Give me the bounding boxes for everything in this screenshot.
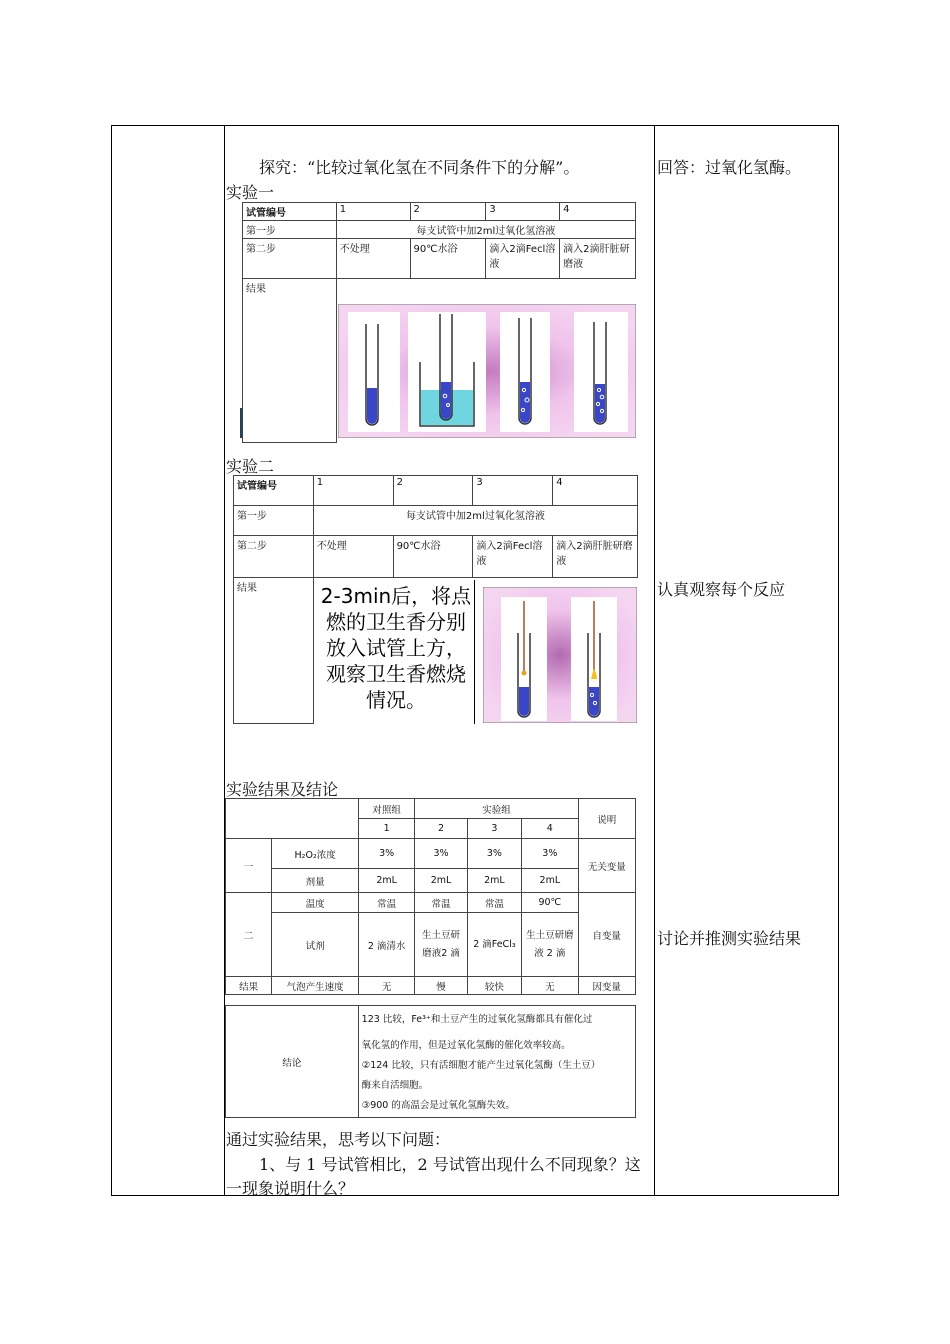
observe-text: 认真观察每个反应 [657,580,786,599]
reagent-2: 生土豆研磨液2 滴 [415,913,467,977]
group-one: 一 [226,839,272,893]
exp2-divider [474,580,475,724]
frame-right [838,125,839,1196]
exp1-tube-4: 4 [560,203,636,221]
exp2-step2-1: 不处理 [313,536,393,578]
results-table [225,798,636,995]
conclusion-line-5: ③900 的高温会是过氧化氢酶失效。 [361,1100,515,1111]
exp2-tube-3: 3 [473,476,553,506]
exp1-title: 实验一 [226,183,275,202]
amount-label: 剂量 [272,869,359,893]
amount-1: 2mL [358,869,414,893]
conc-label: H₂O₂浓度 [272,839,359,869]
exp2-step1-text: 每支试管中加2ml过氧化氢溶液 [313,506,637,536]
speed-4: 无 [522,977,578,995]
dependent-var: 因变量 [578,977,635,995]
frame-col2 [654,125,655,1196]
temp-3: 常温 [467,893,521,913]
speed-1: 无 [358,977,414,995]
exp2-title: 实验二 [226,457,275,476]
conclusion-line-2: 氧化氢的作用，但是过氧化氢酶的催化效率较高。 [361,1040,571,1051]
intro-text: 探究：“比较过氧化氢在不同条件下的分解”。 [259,158,580,177]
temp-1: 常温 [358,893,414,913]
conc-1: 3% [358,839,414,869]
frame-left [111,125,112,1196]
amount-4: 2mL [522,869,578,893]
reagent-label: 试剂 [272,913,359,977]
exp1-step1-text: 每支试管中加2ml过氧化氢溶液 [336,221,635,239]
speed-3: 较快 [467,977,521,995]
exp2-step2-4: 滴入2滴肝脏研磨液 [553,536,638,578]
temp-label: 温度 [272,893,359,913]
amount-3: 2mL [467,869,521,893]
exp1-step2-4: 滴入2滴肝脏研磨液 [560,239,636,279]
conc-4: 3% [522,839,578,869]
results-title: 实验结果及结论 [226,780,339,799]
exp1-step2-3: 滴入2滴Fecl溶液 [486,239,560,279]
reagent-3: 2 滴FeCl₃ [467,913,521,977]
exp1-step2-1: 不处理 [336,239,410,279]
conc-2: 3% [415,839,467,869]
frame-bottom [111,1195,839,1196]
conclusion-line-4: 酶来自活细胞。 [361,1080,429,1091]
speed-label: 气泡产生速度 [272,977,359,995]
amount-2: 2mL [415,869,467,893]
answer-text: 回答：过氧化氢酶。 [657,158,802,177]
exp2-tube-2: 2 [393,476,473,506]
exp2-tube-4: 4 [553,476,638,506]
control-group-h: 对照组 [358,799,414,819]
exp1-step2-label: 第二步 [243,239,337,279]
res-tube-1: 1 [358,819,414,839]
frame-top [111,125,839,126]
exp2-instruction: 2-3min后，将点燃的卫生香分别放入试管上方，观察卫生香燃烧情况。 [320,584,472,712]
exp1-h-label: 试管编号 [243,203,337,221]
exp2-tube-1: 1 [313,476,393,506]
res-tube-4: 4 [522,819,578,839]
independent-var: 自变量 [578,893,635,977]
exp1-step1-label: 第一步 [243,221,337,239]
reagent-1: 2 滴清水 [358,913,414,977]
exp2-step2-2: 90℃水浴 [393,536,473,578]
speed-2: 慢 [415,977,467,995]
exp2-step1-label: 第一步 [234,506,314,536]
think-q1b: 一现象说明什么？ [226,1179,355,1198]
conclusion-line-1: 123 比较，Fe³⁺和土豆产生的过氧化氢酶都具有催化过 [361,1014,593,1025]
group-two: 二 [226,893,272,977]
think-q1a: 1、与 1 号试管相比，2 号试管出现什么不同现象？这 [259,1155,641,1174]
think-title: 通过实验结果，思考以下问题： [226,1130,451,1149]
exp1-tubes-image [338,304,636,438]
exp1-tube-1: 1 [336,203,410,221]
exp2-step2-3: 滴入2滴Fecl溶液 [473,536,553,578]
exp1-tube-2: 2 [410,203,486,221]
result-label: 结果 [226,977,272,995]
exp1-step2-2: 90℃水浴 [410,239,486,279]
exp1-tube-3: 3 [486,203,560,221]
note-h: 说明 [578,799,635,839]
exp2-tubes-image [483,587,637,723]
conclusion-label: 结论 [226,1006,359,1118]
temp-2: 常温 [415,893,467,913]
res-tube-3: 3 [467,819,521,839]
exp2-result-label: 结果 [234,578,314,724]
conclusion-line-3: ②124 比较，只有活细胞才能产生过氧化氢酶（生土豆） [361,1060,601,1071]
res-tube-2: 2 [415,819,467,839]
irrelevant-var: 无关变量 [578,839,635,893]
temp-4: 90℃ [522,893,578,913]
conc-3: 3% [467,839,521,869]
conclusion-text [358,1006,635,1118]
exp1-result-label: 结果 [243,279,337,443]
exp2-h-label: 试管编号 [234,476,314,506]
conclusion-table [225,1005,636,1118]
reagent-4: 生土豆研磨液 2 滴 [522,913,578,977]
exp2-step2-label: 第二步 [234,536,314,578]
discuss-text: 讨论并推测实验结果 [657,929,802,948]
experiment-group-h: 实验组 [415,799,578,819]
exp1-marker [240,408,242,438]
